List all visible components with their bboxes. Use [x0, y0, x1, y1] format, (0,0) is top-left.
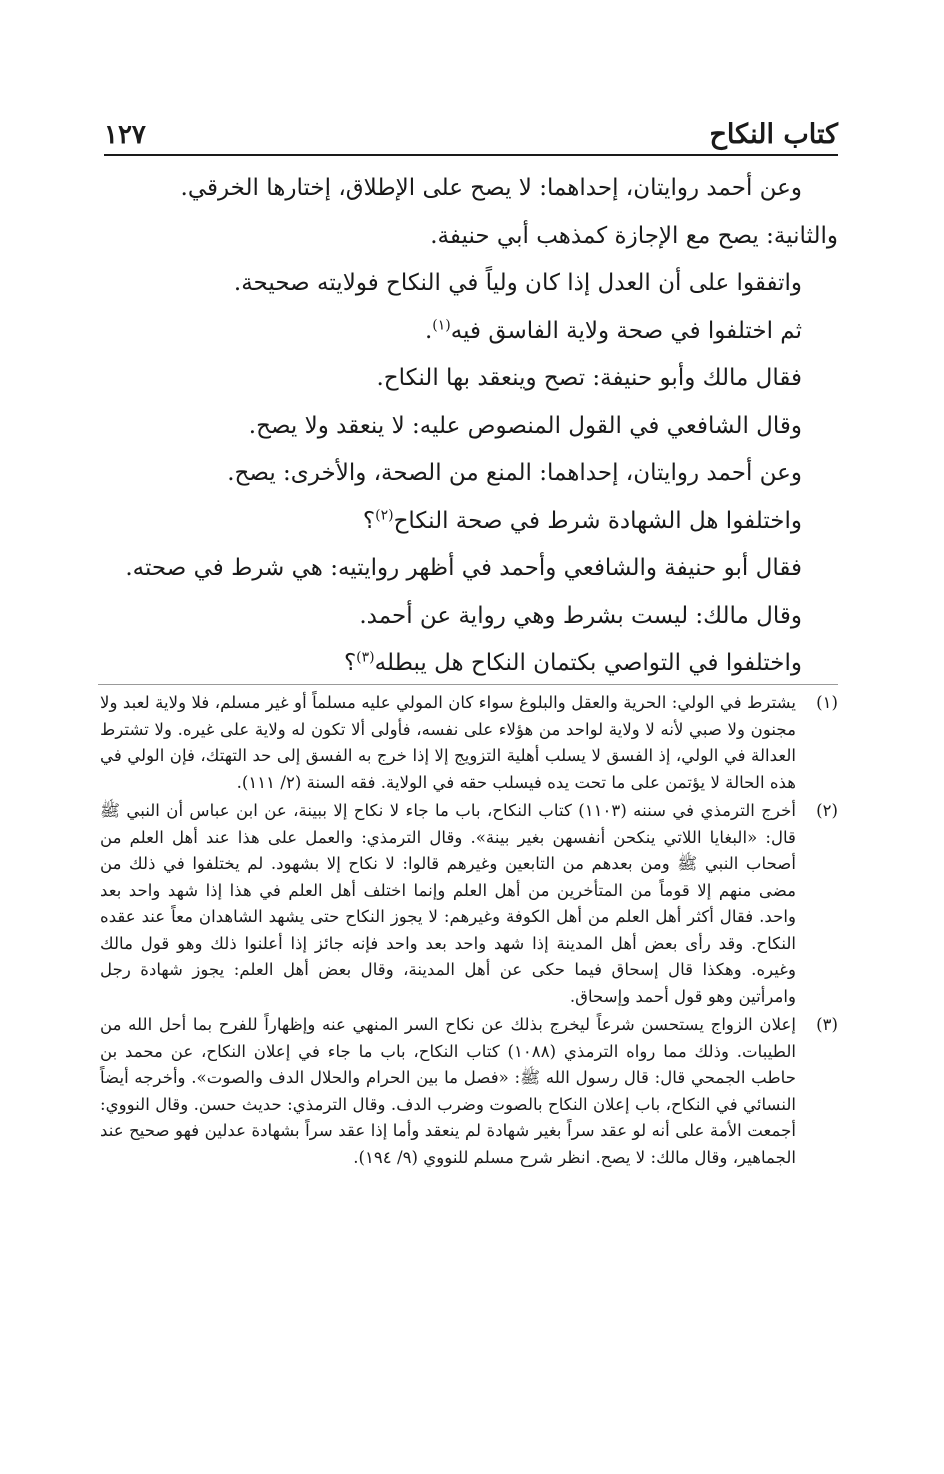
- text-line: واختلفوا هل الشهادة شرط في صحة النكاح$^{(٢)}$؟: [362, 506, 802, 534]
- text-line: واتفقوا على أن العدل إذا كان ولياً في النكاح فولايته صحيحة.: [233, 270, 802, 296]
- footnote-text: إعلان الزواج يستحسن شرعاً ليخرج بذلك عن نكاح السر المنهي عنه وإظهاراً للفرح بما أحل الله من الطيبات. وذلك مما رواه الترمذي (١٠٨٨) كتاب النكاح، باب ما جاء في إعلان النكاح، عن محمد بن حاطب الجمحي قال: قال رسول الله ﷺ: «فصل ما بين الحرام والحلال الدف والصوت». وأخرجه أيضاً النسائي في النكاح، باب إعلان النكاح بالصوت وضرب الدف. وقال الترمذي: حديث حسن. وقال النووي: أجمعت الأمة على أنه لو عقد سراً بغير شهادة لم ينعقد وأما إذا عقد سراً بشهادة عدلين فهو صحيح عند الجماهير، وقال مالك: لا يصح. انظر شرح مسلم للنووي (٩/ ١٩٤).: [100, 1015, 796, 1167]
- footnote-text: يشترط في الولي: الحرية والعقل والبلوغ سواء كان المولي عليه مسلماً أو غير مسلم، فلا ولاية لعبد ولا مجنون ولا صبي لأنه لا ولاية لواحد من هؤلاء على نفسه، فأولى ألا تكون له ولاية على غيره. ولا تشترط العدالة في الولي، إذ الفسق لا يسلب أهلية التزويج إلا إذا خرج به الفسق إلى حد التهتك، فإن الولي في هذه الحالة لا يؤتمن على ما تحت يده فيسلب حقه في الولاية. فقه السنة (٢/ ١١١).: [100, 693, 796, 792]
- footnote: [100, 690, 838, 796]
- footnote: [100, 798, 838, 1010]
- footnote-marker: (٣): [356, 649, 375, 666]
- footnote-text: أخرج الترمذي في سننه (١١٠٣) كتاب النكاح، باب ما جاء لا نكاح إلا ببينة، عن ابن عباس أن النبي ﷺ قال: «البغايا اللاتي ينكحن أنفسهن بغير بينة». وقال الترمذي: والعمل على هذا عند أهل العلم من أصحاب النبي ﷺ ومن بعدهم من التابعين وغيرهم قالوا: لا نكاح إلا بشهود. لم يختلفوا في ذلك من مضى منهم إلا قوماً من المتأخرين من أهل العلم وإنما اختلف أهل العلم في هذا إذا شهد واحد بعد واحد. فقال أكثر أهل العلم من أهل الكوفة وغيرهم: لا يجوز النكاح حتى يشهد الشاهدان معاً عند عقده النكاح. وقد رأى بعض أهل المدينة إذا شهد واحد بعد واحد فإنه جائز إذا أعلنوا ذلك وهو قول مالك وغيره. وهكذا قال إسحاق فيما حكى عن أهل المدينة، وقال بعض أهل العلم: يجوز شهادة رجل وامرأتين وهو قول أحمد وإسحاق.: [100, 801, 796, 1006]
- text-line: والثانية: يصح مع الإجازة كمذهب أبي حنيفة.: [430, 222, 838, 249]
- footnotes: [100, 690, 838, 1173]
- footnote-marker: (٢): [375, 506, 394, 523]
- text-line: وعن أحمد روايتان، إحداهما: لا يصح على الإطلاق، إختارها الخرقي.: [180, 175, 802, 201]
- text-line: ثم اختلفوا في صحة ولاية الفاسق فيه$^{(١)}$.: [424, 316, 802, 344]
- footnote-number: (٢): [816, 801, 838, 820]
- footnote-number: (٣): [816, 1015, 838, 1034]
- footnote-marker: (١): [432, 316, 451, 333]
- main-text: [100, 165, 838, 688]
- footnote-number: (١): [816, 693, 838, 712]
- text-line: فقال مالك وأبو حنيفة: تصح وينعقد بها النكاح.: [376, 365, 802, 391]
- text-line: وقال الشافعي في القول المنصوص عليه: لا ينعقد ولا يصح.: [248, 412, 802, 439]
- page-number: ١٢٧: [104, 120, 146, 150]
- text-line: وقال مالك: ليست بشرط وهي رواية عن أحمد.: [359, 602, 802, 629]
- running-header: [104, 112, 838, 156]
- text-line: وعن أحمد روايتان، إحداهما: المنع من الصحة، والأخرى: يصح.: [227, 460, 802, 486]
- footnote-divider: [98, 684, 838, 685]
- text-line: واختلفوا في التواصي بكتمان النكاح هل يبطله$^{(٣)}$؟: [343, 649, 802, 676]
- footnote: [100, 1012, 838, 1171]
- text-line: فقال أبو حنيفة والشافعي وأحمد في أظهر روايتيه: هي شرط في صحته.: [125, 555, 802, 581]
- chapter-title: كتاب النكاح: [709, 119, 838, 150]
